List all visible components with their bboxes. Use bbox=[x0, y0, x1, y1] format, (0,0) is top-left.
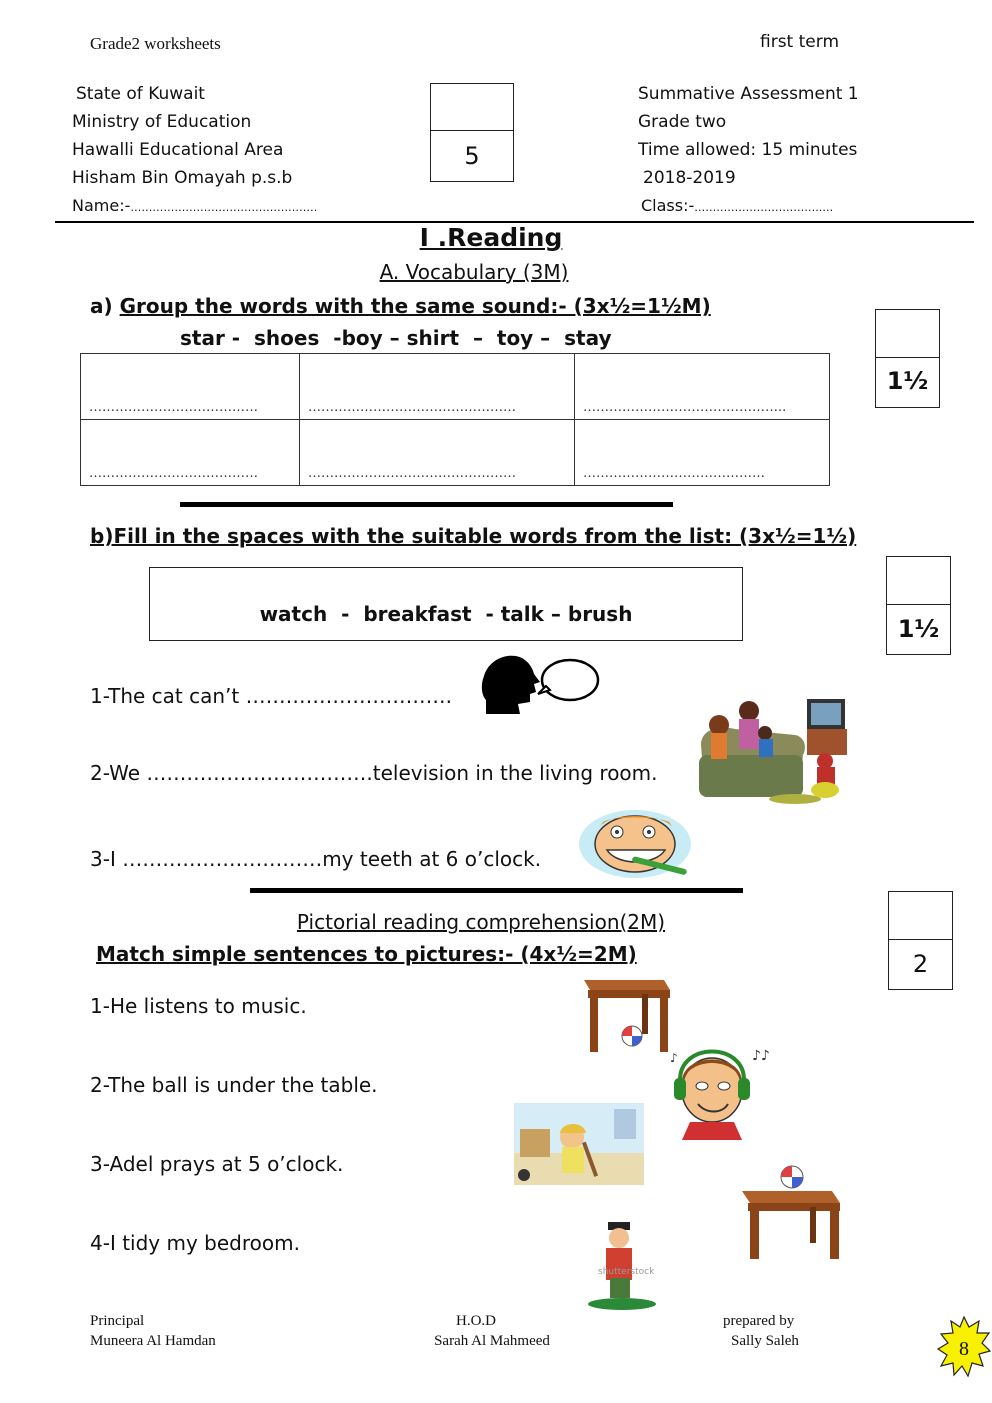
word-list: watch - breakfast - talk – brush bbox=[259, 602, 633, 626]
prepared-by-name: Sally Saleh bbox=[731, 1333, 799, 1349]
worksheet-title: Grade2 worksheets bbox=[90, 34, 221, 53]
assessment-line-1: Summative Assessment 1 bbox=[638, 84, 859, 104]
part-a-text: Group the words with the same sound:- (3x½=1½M) bbox=[119, 294, 711, 318]
svg-text:♪♪: ♪♪ bbox=[752, 1048, 770, 1064]
boy-tidying-room-picture bbox=[514, 1103, 644, 1185]
section-title: I .Reading bbox=[419, 223, 563, 252]
principal-block bbox=[90, 1311, 216, 1351]
score-divider bbox=[889, 939, 952, 940]
assessment-line-4: 2018-2019 bbox=[643, 168, 736, 188]
fill-sentence-3[interactable]: 3-I …………………………my teeth at 6 o’clock. bbox=[90, 847, 542, 871]
match-sentence-1[interactable]: 1-He listens to music. bbox=[90, 994, 307, 1018]
group-cell[interactable]: ………………………………………… bbox=[300, 354, 575, 420]
match-sentence-4[interactable]: 4-I tidy my bedroom. bbox=[90, 1231, 300, 1255]
svg-text:shutterstock: shutterstock bbox=[598, 1267, 655, 1277]
page-number-badge bbox=[937, 1316, 991, 1380]
school-line-3: Hawalli Educational Area bbox=[72, 140, 284, 160]
name-dots: …………………………………………… bbox=[130, 201, 318, 214]
name-label: Name:- bbox=[72, 196, 131, 215]
ball-under-table-picture bbox=[580, 974, 672, 1054]
match-sentence-2[interactable]: 2-The ball is under the table. bbox=[90, 1073, 378, 1097]
page-number: 8 bbox=[959, 1338, 969, 1360]
total-score-box bbox=[430, 83, 514, 182]
fill-sentence-2[interactable]: 2-We …………………………….television in the living room. bbox=[90, 761, 658, 785]
part-b-score-box bbox=[886, 556, 951, 655]
part-c-title: Pictorial reading comprehension(2M) bbox=[296, 910, 666, 934]
part-a-label: a) bbox=[90, 294, 113, 318]
brushing-teeth-picture bbox=[577, 808, 695, 880]
svg-text:♪: ♪ bbox=[670, 1051, 678, 1065]
principal-name: Muneera Al Hamdan bbox=[90, 1333, 216, 1349]
boy-praying-picture bbox=[582, 1220, 666, 1312]
prepared-by-role: prepared by bbox=[723, 1313, 795, 1329]
hod-role: H.O.D bbox=[456, 1313, 496, 1329]
group-cell[interactable]: ………………………………… bbox=[81, 354, 300, 420]
part-c-instruction: Match simple sentences to pictures:- (4x½=2M) bbox=[96, 942, 637, 966]
class-dots: ……………………………..… bbox=[694, 201, 834, 214]
part-b-instruction: b)Fill in the spaces with the suitable words from the list: (3x½=1½) bbox=[90, 524, 857, 548]
section-divider bbox=[180, 502, 673, 507]
class-field[interactable] bbox=[641, 196, 833, 215]
class-label: Class:- bbox=[641, 196, 695, 215]
section-subtitle: A. Vocabulary (3M) bbox=[379, 260, 569, 284]
assessment-line-2: Grade two bbox=[638, 112, 727, 132]
group-cell[interactable]: …………………………………… bbox=[575, 420, 830, 486]
fill-sentence-1[interactable]: 1-The cat can’t …………………………. bbox=[90, 684, 452, 708]
total-score: 5 bbox=[464, 142, 480, 170]
part-c-score: 2 bbox=[912, 950, 929, 978]
part-c-score-box bbox=[888, 891, 953, 990]
group-cell[interactable]: ………………………………………… bbox=[300, 420, 575, 486]
school-line-2: Ministry of Education bbox=[72, 112, 252, 132]
hod-name: Sarah Al Mahmeed bbox=[434, 1333, 550, 1349]
part-a-score: 1½ bbox=[886, 367, 929, 395]
part-a-score-box bbox=[875, 309, 940, 408]
part-a-instruction bbox=[90, 294, 711, 318]
assessment-line-3: Time allowed: 15 minutes bbox=[638, 140, 858, 160]
score-divider bbox=[431, 130, 513, 131]
school-line-1: State of Kuwait bbox=[76, 84, 205, 104]
score-divider bbox=[876, 357, 939, 358]
school-line-4: Hisham Bin Omayah p.s.b bbox=[72, 168, 293, 188]
section-divider bbox=[250, 888, 743, 893]
group-cell[interactable]: ……………………………………….. bbox=[575, 354, 830, 420]
principal-role: Principal bbox=[90, 1313, 145, 1329]
part-a-word-list: star - shoes -boy – shirt – toy – stay bbox=[180, 326, 612, 350]
boy-listening-music-picture bbox=[668, 1042, 774, 1142]
family-watching-tv-picture bbox=[695, 695, 857, 805]
score-divider bbox=[887, 604, 950, 605]
word-list-box bbox=[149, 567, 743, 641]
name-field[interactable] bbox=[72, 196, 317, 215]
sound-group-table bbox=[80, 353, 830, 486]
match-sentence-3[interactable]: 3-Adel prays at 5 o’clock. bbox=[90, 1152, 344, 1176]
term-label: first term bbox=[760, 32, 839, 52]
hod-block bbox=[427, 1311, 557, 1351]
prepared-by-block bbox=[723, 1311, 799, 1351]
ball-on-table-picture bbox=[740, 1163, 846, 1261]
part-b-score: 1½ bbox=[897, 615, 940, 643]
talking-head-picture bbox=[478, 652, 603, 718]
group-cell[interactable]: ………………………………… bbox=[81, 420, 300, 486]
